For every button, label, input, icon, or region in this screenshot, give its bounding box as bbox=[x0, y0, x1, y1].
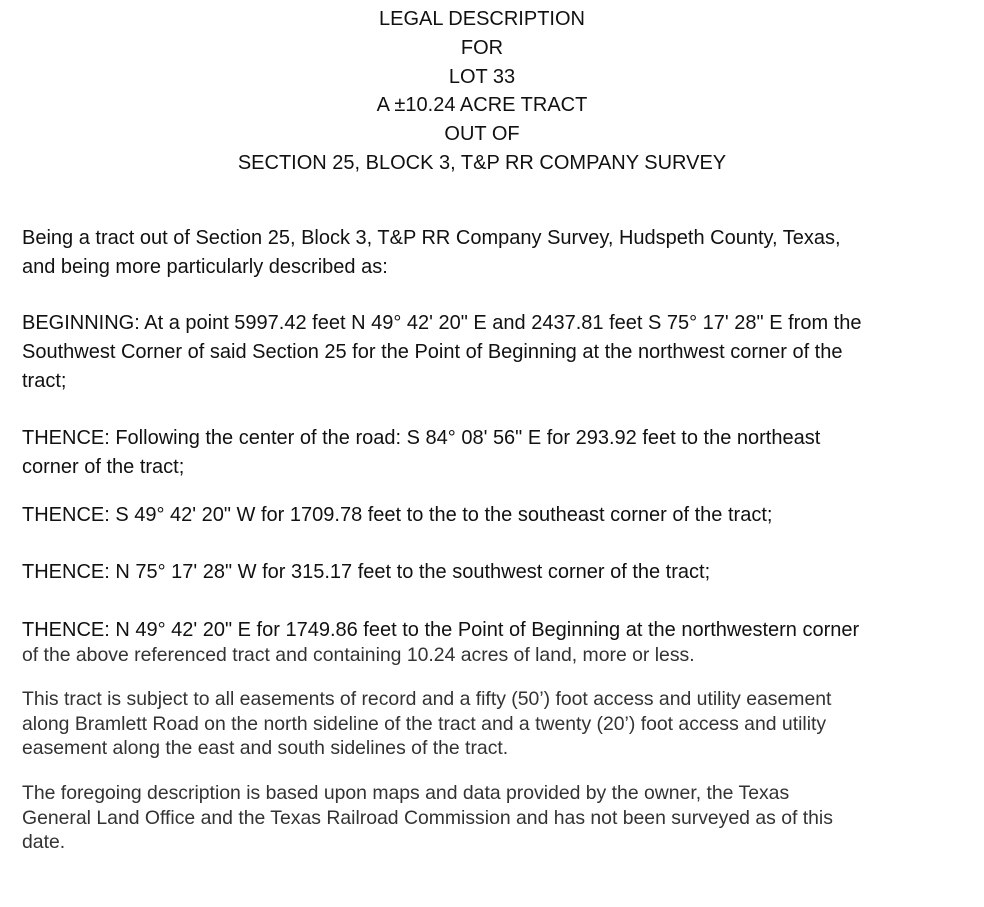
thence-paragraph-2 bbox=[22, 501, 962, 530]
beginning-paragraph bbox=[22, 309, 962, 396]
beginning-line: Southwest Corner of said Section 25 for the Point of Beginning at the northwest corner of the bbox=[22, 341, 843, 363]
thence-line: of the above referenced tract and containing 10.24 acres of land, more or less. bbox=[22, 643, 695, 666]
title-line-heading: LEGAL DESCRIPTION bbox=[379, 8, 585, 30]
title-line-out-of: OUT OF bbox=[444, 123, 520, 146]
title-line-acreage: A ±10.24 ACRE TRACT bbox=[376, 94, 588, 117]
beginning-line: BEGINNING: At a point 5997.42 feet N 49° 42' 20" E and 2437.81 feet S 75° 17' 28" E from the bbox=[22, 312, 862, 334]
foregoing-line: date. bbox=[22, 831, 66, 853]
easements-line: easement along the east and south sidelines of the tract. bbox=[22, 737, 509, 759]
easements-line: along Bramlett Road on the north sideline of the tract and a twenty (20’) foot access and utility bbox=[22, 712, 827, 735]
thence-line: THENCE: Following the center of the road: S 84° 08' 56" E for 293.92 feet to the northeast bbox=[22, 427, 821, 449]
thence-line: THENCE: S 49° 42' 20" W for 1709.78 feet to the to the southeast corner of the tract; bbox=[22, 504, 773, 526]
title-line-survey: SECTION 25, BLOCK 3, T&P RR COMPANY SURVEY bbox=[237, 151, 727, 174]
thence-line: THENCE: N 49° 42' 20" E for 1749.86 feet to the Point of Beginning at the northwestern corner bbox=[22, 619, 860, 641]
intro-paragraph bbox=[22, 224, 962, 282]
title-line-lot: LOT 33 bbox=[448, 65, 516, 88]
beginning-line: tract; bbox=[22, 370, 67, 392]
easements-paragraph bbox=[22, 687, 962, 761]
thence-paragraph-3 bbox=[22, 558, 962, 587]
easements-line: This tract is subject to all easements of record and a fifty (50’) foot access and utility easement bbox=[22, 688, 832, 710]
foregoing-paragraph bbox=[22, 781, 962, 855]
intro-line: and being more particularly described as: bbox=[22, 256, 388, 278]
thence-paragraph-4 bbox=[22, 618, 962, 667]
thence-line: THENCE: N 75° 17' 28" W for 315.17 feet to the southwest corner of the tract; bbox=[22, 561, 711, 583]
thence-line: corner of the tract; bbox=[22, 456, 185, 478]
thence-paragraph-1 bbox=[22, 424, 962, 482]
document-title bbox=[0, 5, 964, 178]
intro-line: Being a tract out of Section 25, Block 3, T&P RR Company Survey, Hudspeth County, Texas, bbox=[22, 227, 841, 249]
foregoing-line: General Land Office and the Texas Railroad Commission and has not been surveyed as of this bbox=[22, 806, 833, 829]
foregoing-line: The foregoing description is based upon maps and data provided by the owner, the Texas bbox=[22, 782, 790, 804]
title-line-for: FOR bbox=[460, 36, 504, 59]
